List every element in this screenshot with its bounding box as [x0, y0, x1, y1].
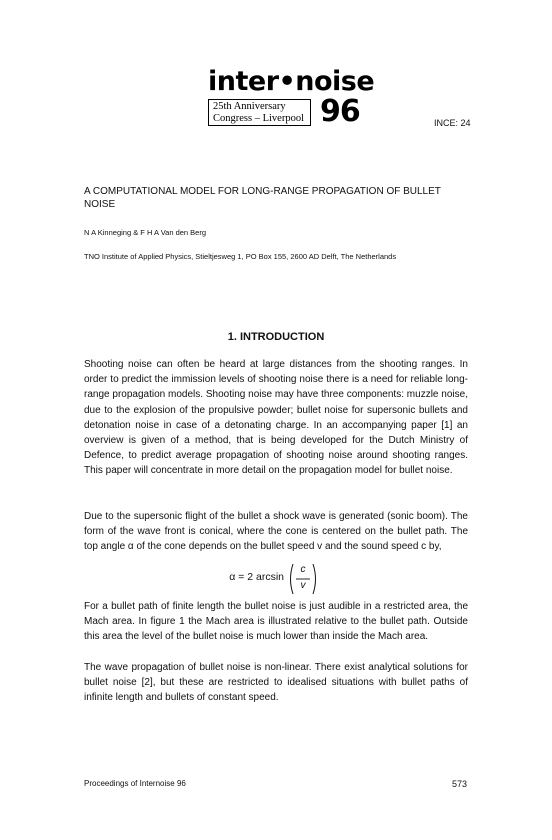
- equation-fraction: [288, 563, 318, 595]
- logo-wordmark: inter•noise: [208, 66, 375, 97]
- page-number: 573: [452, 779, 468, 789]
- section-heading: 1. INTRODUCTION: [227, 331, 325, 343]
- logo-box-line2: Congress – Liverpool: [213, 112, 304, 124]
- logo-year-number: 96: [320, 94, 360, 129]
- equation-numerator: c: [300, 564, 306, 575]
- logo-anniversary-box: [208, 99, 311, 126]
- body-paragraph: Shooting noise can often be heard at large distances from the shooting ranges. In order to predict the immission levels of shooting noise there is a need for reliable long-range propagation models. Shooting noise may have three components: muzzle noise, due to the explosion of the propulsive powder; bullet noise for supersonic bullets and detonation noise in case of a detonating charge. In an accompanying paper [1] an overview is given of a method, that is being developed for the Dutch Ministry of Defence, to predict average propagation of shooting noise around shooting ranges. This paper will concentrate in more detail on the propagation model for bullet noise.: [84, 359, 468, 477]
- authors: N A Kinneging & F H A Van den Berg: [84, 228, 207, 237]
- equation-lhs: α = 2 arcsin: [229, 571, 284, 583]
- equation-denominator: v: [300, 580, 306, 591]
- affiliation: TNO Institute of Applied Physics, Stieltjesweg 1, PO Box 155, 2600 AD Delft, The Netherlands: [84, 252, 397, 261]
- paper-title: A COMPUTATIONAL MODEL FOR LONG-RANGE PROPAGATION OF BULLET NOISE: [84, 186, 441, 210]
- body-paragraph: Due to the supersonic flight of the bullet a shock wave is generated (sonic boom). The form of the wave front is conical, where the cone is centered on the bullet path. The top angle α of the cone depends on the bullet speed v and the sound speed c by,: [84, 511, 468, 553]
- body-paragraph: For a bullet path of finite length the bullet noise is just audible in a restricted area, the Mach area. In figure 1 the Mach area is illustrated relative to the bullet path. Outside this area the level of the bullet noise is much lower than inside the Mach area.: [84, 601, 468, 643]
- footer-proceedings: Proceedings of Internoise 96: [84, 779, 186, 788]
- paper-code: INCE: 24: [434, 118, 471, 128]
- logo-box-line1: 25th Anniversary: [213, 101, 286, 112]
- conference-logo: [208, 66, 375, 130]
- body-paragraph: The wave propagation of bullet noise is non-linear. There exist analytical solutions for bullet noise [2], but these are restricted to idealised situations with bullet paths of infinite length and bullets of constant speed.: [84, 662, 468, 704]
